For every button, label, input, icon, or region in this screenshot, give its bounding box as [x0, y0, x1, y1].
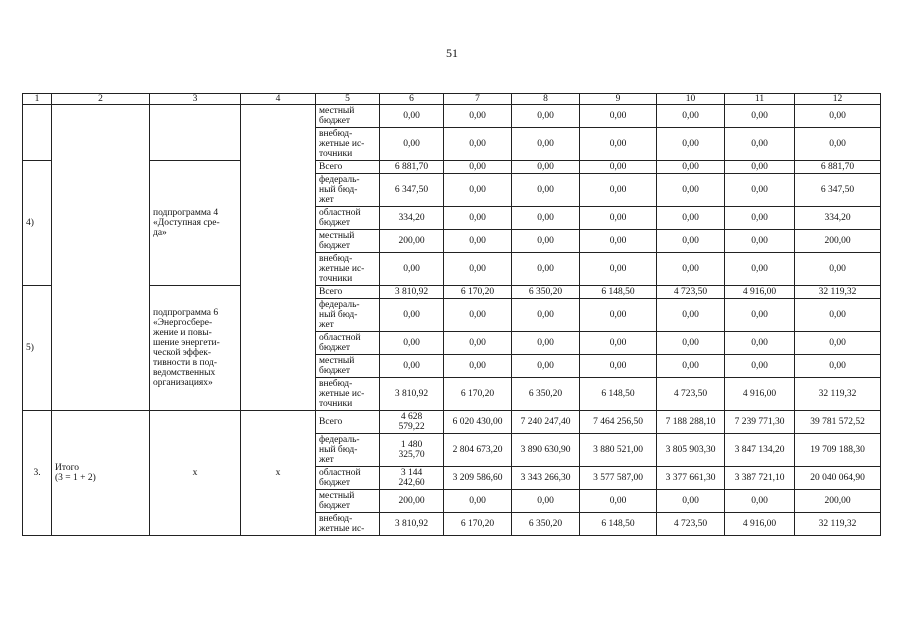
funding-source: Всего: [316, 161, 380, 174]
amount-cell: 0,00: [580, 332, 657, 355]
amount-cell: 0,00: [795, 105, 881, 128]
table-row: [23, 411, 881, 434]
funding-source: Всего: [316, 286, 380, 299]
column-header: 11: [725, 94, 795, 105]
amount-cell: 200,00: [380, 230, 444, 253]
amount-cell: 0,00: [725, 230, 795, 253]
amount-cell: 0,00: [725, 332, 795, 355]
amount-cell: 0,00: [725, 105, 795, 128]
amount-cell: 200,00: [795, 230, 881, 253]
funding-source: внебюд- жетные ис- точники: [316, 253, 380, 286]
amount-cell: 19 709 188,30: [795, 434, 881, 467]
amount-cell: 0,00: [444, 253, 512, 286]
table-row: [23, 161, 881, 174]
amount-cell: 0,00: [657, 161, 725, 174]
subprogram-name: подпрограмма 6 «Энергосбере- жение и повы- шение энергети- ческой эффек- тивности в под- ведомственных организациях»: [150, 286, 241, 411]
amount-cell: 200,00: [795, 490, 881, 513]
page-number: 51: [446, 46, 458, 60]
amount-cell: 32 119,32: [795, 286, 881, 299]
column-header: 6: [380, 94, 444, 105]
amount-cell: 0,00: [725, 355, 795, 378]
amount-cell: 0,00: [795, 299, 881, 332]
amount-cell: 4 628 579,22: [380, 411, 444, 434]
amount-cell: 0,00: [512, 253, 580, 286]
amount-cell: 0,00: [725, 253, 795, 286]
row-number: 3.: [23, 411, 52, 536]
amount-cell: 1 480 325,70: [380, 434, 444, 467]
amount-cell: 0,00: [444, 299, 512, 332]
amount-cell: 0,00: [725, 174, 795, 207]
amount-cell: 3 847 134,20: [725, 434, 795, 467]
amount-cell: 0,00: [512, 355, 580, 378]
amount-cell: 3 343 266,30: [512, 467, 580, 490]
row-number: [23, 105, 52, 161]
amount-cell: 0,00: [657, 207, 725, 230]
amount-cell: 6 881,70: [795, 161, 881, 174]
amount-cell: 0,00: [657, 490, 725, 513]
amount-cell: 3 805 903,30: [657, 434, 725, 467]
amount-cell: 0,00: [580, 230, 657, 253]
amount-cell: 6 170,20: [444, 513, 512, 536]
amount-cell: 334,20: [795, 207, 881, 230]
amount-cell: 0,00: [512, 207, 580, 230]
column-header: 2: [52, 94, 150, 105]
amount-cell: 20 040 064,90: [795, 467, 881, 490]
row-number: 5): [23, 286, 52, 411]
amount-cell: 0,00: [657, 105, 725, 128]
amount-cell: 0,00: [512, 174, 580, 207]
funding-source: федераль- ный бюд- жет: [316, 299, 380, 332]
amount-cell: 0,00: [380, 253, 444, 286]
amount-cell: 0,00: [657, 128, 725, 161]
column-header: 10: [657, 94, 725, 105]
amount-cell: 4 916,00: [725, 513, 795, 536]
amount-cell: 6 347,50: [795, 174, 881, 207]
amount-cell: 0,00: [657, 230, 725, 253]
amount-cell: 6 350,20: [512, 378, 580, 411]
header-row: [23, 94, 881, 105]
amount-cell: 6 148,50: [580, 378, 657, 411]
amount-cell: 334,20: [380, 207, 444, 230]
subprogram-name: [150, 105, 241, 161]
amount-cell: 0,00: [657, 299, 725, 332]
amount-cell: 0,00: [795, 253, 881, 286]
amount-cell: 0,00: [657, 174, 725, 207]
amount-cell: 0,00: [795, 355, 881, 378]
amount-cell: 0,00: [512, 128, 580, 161]
amount-cell: 4 916,00: [725, 378, 795, 411]
amount-cell: 6 350,20: [512, 286, 580, 299]
amount-cell: 2 804 673,20: [444, 434, 512, 467]
amount-cell: 0,00: [580, 207, 657, 230]
amount-cell: 6 148,50: [580, 513, 657, 536]
column-header: 7: [444, 94, 512, 105]
funding-source: областной бюджет: [316, 467, 380, 490]
amount-cell: 3 880 521,00: [580, 434, 657, 467]
amount-cell: 4 723,50: [657, 513, 725, 536]
amount-cell: 6 170,20: [444, 286, 512, 299]
amount-cell: 0,00: [444, 174, 512, 207]
funding-source: местный бюджет: [316, 230, 380, 253]
amount-cell: 0,00: [512, 490, 580, 513]
amount-cell: 0,00: [580, 161, 657, 174]
amount-cell: 0,00: [512, 332, 580, 355]
amount-cell: 0,00: [580, 490, 657, 513]
amount-cell: 0,00: [725, 161, 795, 174]
amount-cell: 7 240 247,40: [512, 411, 580, 434]
amount-cell: 0,00: [444, 105, 512, 128]
funding-source: местный бюджет: [316, 490, 380, 513]
funding-source: Всего: [316, 411, 380, 434]
funding-source: областной бюджет: [316, 332, 380, 355]
amount-cell: 3 144 242,60: [380, 467, 444, 490]
amount-cell: 3 890 630,90: [512, 434, 580, 467]
table-row: [23, 286, 881, 299]
column-header: 8: [512, 94, 580, 105]
table-body: [23, 94, 881, 536]
amount-cell: 4 916,00: [725, 286, 795, 299]
amount-cell: 3 810,92: [380, 513, 444, 536]
funding-source: федераль- ный бюд- жет: [316, 174, 380, 207]
amount-cell: 0,00: [380, 105, 444, 128]
funding-source: местный бюджет: [316, 355, 380, 378]
amount-cell: 0,00: [580, 253, 657, 286]
amount-cell: 3 810,92: [380, 378, 444, 411]
table-row: [23, 105, 881, 128]
amount-cell: 6 020 430,00: [444, 411, 512, 434]
amount-cell: 3 377 661,30: [657, 467, 725, 490]
row-number: 4): [23, 161, 52, 286]
total-col3: х: [150, 411, 241, 536]
subprogram-name: подпрограмма 4 «Доступная сре- да»: [150, 161, 241, 286]
amount-cell: 0,00: [512, 161, 580, 174]
amount-cell: 32 119,32: [795, 513, 881, 536]
amount-cell: 0,00: [795, 332, 881, 355]
amount-cell: 7 239 771,30: [725, 411, 795, 434]
amount-cell: 0,00: [444, 128, 512, 161]
amount-cell: 0,00: [795, 128, 881, 161]
amount-cell: 39 781 572,52: [795, 411, 881, 434]
amount-cell: 0,00: [380, 355, 444, 378]
amount-cell: 0,00: [380, 299, 444, 332]
total-col4: х: [241, 411, 316, 536]
section-name: [52, 105, 150, 411]
funding-source: местный бюджет: [316, 105, 380, 128]
amount-cell: 0,00: [444, 207, 512, 230]
amount-cell: 200,00: [380, 490, 444, 513]
amount-cell: 0,00: [657, 332, 725, 355]
funding-source: внебюд- жетные ис- точники: [316, 378, 380, 411]
amount-cell: 6 347,50: [380, 174, 444, 207]
amount-cell: 6 350,20: [512, 513, 580, 536]
amount-cell: 7 188 288,10: [657, 411, 725, 434]
total-name: Итого (3 = 1 + 2): [52, 411, 150, 536]
funding-source: федераль- ный бюд- жет: [316, 434, 380, 467]
funding-source: внебюд- жетные ис-: [316, 513, 380, 536]
amount-cell: 6 170,20: [444, 378, 512, 411]
column-header: 12: [795, 94, 881, 105]
amount-cell: 0,00: [512, 105, 580, 128]
amount-cell: 0,00: [580, 128, 657, 161]
column-header: 3: [150, 94, 241, 105]
amount-cell: 3 810,92: [380, 286, 444, 299]
amount-cell: 0,00: [580, 174, 657, 207]
amount-cell: 4 723,50: [657, 378, 725, 411]
amount-cell: 3 209 586,60: [444, 467, 512, 490]
amount-cell: 0,00: [380, 332, 444, 355]
budget-table: [22, 93, 881, 536]
funding-source: областной бюджет: [316, 207, 380, 230]
column-header: 4: [241, 94, 316, 105]
amount-cell: 4 723,50: [657, 286, 725, 299]
amount-cell: 32 119,32: [795, 378, 881, 411]
amount-cell: 0,00: [380, 128, 444, 161]
amount-cell: 0,00: [444, 490, 512, 513]
amount-cell: 0,00: [580, 299, 657, 332]
funding-source: внебюд- жетные ис- точники: [316, 128, 380, 161]
column-header: 5: [316, 94, 380, 105]
executor-cell: [241, 105, 316, 411]
column-header: 9: [580, 94, 657, 105]
amount-cell: 3 387 721,10: [725, 467, 795, 490]
column-header: 1: [23, 94, 52, 105]
amount-cell: 0,00: [657, 253, 725, 286]
amount-cell: 3 577 587,00: [580, 467, 657, 490]
amount-cell: 0,00: [444, 332, 512, 355]
amount-cell: 0,00: [444, 230, 512, 253]
amount-cell: 0,00: [725, 490, 795, 513]
amount-cell: 0,00: [580, 105, 657, 128]
amount-cell: 0,00: [725, 299, 795, 332]
amount-cell: 0,00: [725, 128, 795, 161]
amount-cell: 0,00: [444, 161, 512, 174]
amount-cell: 6 881,70: [380, 161, 444, 174]
amount-cell: 0,00: [444, 355, 512, 378]
amount-cell: 0,00: [512, 299, 580, 332]
amount-cell: 0,00: [580, 355, 657, 378]
amount-cell: 0,00: [725, 207, 795, 230]
amount-cell: 0,00: [657, 355, 725, 378]
amount-cell: 0,00: [512, 230, 580, 253]
amount-cell: 6 148,50: [580, 286, 657, 299]
amount-cell: 7 464 256,50: [580, 411, 657, 434]
